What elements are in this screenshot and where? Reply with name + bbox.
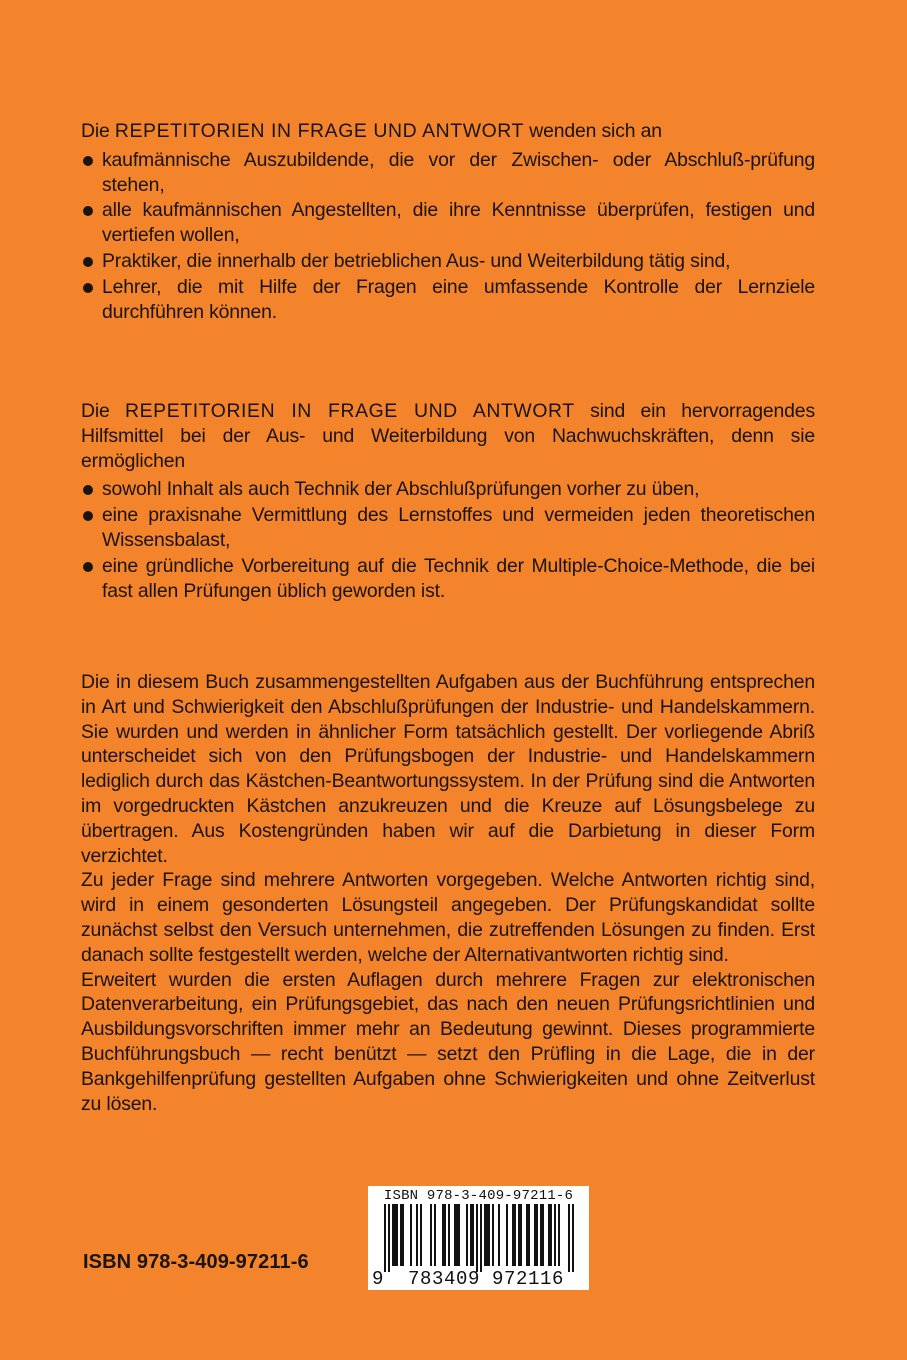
series-title: REPETITORIEN IN FRAGE UND ANTWORT bbox=[125, 400, 575, 422]
barcode-bar bbox=[512, 1204, 514, 1266]
list-item: sowohl Inhalt als auch Technik der Abschlußprüfungen vorher zu üben, bbox=[81, 477, 815, 502]
barcode-bar bbox=[514, 1204, 516, 1266]
barcode-bar bbox=[458, 1204, 460, 1266]
list-item: Praktiker, die innerhalb der betrieblichen Aus- und Weiterbildung tätig sind, bbox=[81, 249, 815, 274]
barcode-bar bbox=[518, 1204, 520, 1266]
description-paragraph: Die in diesem Buch zusammengestellten Aufgaben aus der Buchführung entsprechen in Art und Schwierigkeit den Abschlußprüfungen der Industrie- und Handelskammern. Sie wurden und werden in ähnlicher Form tatsächlich gestellt. Der vorliegende Abriß unterscheidet sich von den Prüfungsbogen der Industrie- und Handelskammern lediglich durch das Kästchen-Beantwortungssystem. In der Prüfung sind die Antworten im vorgedruckten Kästchen anzukreuzen und die Kreuze auf Lösungsbelege zu übertragen. Aus Kostengründen haben wir auf die Darbietung in dieser Form verzichtet. bbox=[81, 671, 815, 867]
barcode-bar bbox=[388, 1204, 390, 1272]
barcode-bar bbox=[442, 1204, 444, 1266]
barcode-bar bbox=[550, 1204, 552, 1266]
barcode-isbn-text: ISBN 978-3-409-97211-6 bbox=[383, 1188, 574, 1204]
barcode-bar bbox=[492, 1204, 494, 1266]
list-item: eine gründliche Vorbereitung auf die Technik der Multiple-Choice-Methode, die bei fast allen Prüfungen üblich geworden ist. bbox=[81, 554, 815, 604]
barcode-bar bbox=[400, 1204, 402, 1266]
barcode-bar bbox=[430, 1204, 432, 1266]
barcode-bar bbox=[456, 1204, 458, 1266]
barcode-bar bbox=[526, 1204, 528, 1266]
barcode-bar bbox=[402, 1204, 404, 1266]
barcode-bar bbox=[484, 1204, 486, 1266]
target-audience-section bbox=[81, 119, 815, 325]
benefits-intro: Die REPETITORIEN IN FRAGE UND ANTWORT sind ein hervorragendes Hilfsmittel bei der Aus- und Weiterbildung von Nachwuchskräften, denn sie ermöglichen bbox=[81, 400, 815, 472]
benefits-section bbox=[81, 399, 815, 604]
barcode-bar bbox=[454, 1204, 456, 1266]
barcode-bar bbox=[396, 1204, 398, 1266]
description-paragraph: Erweitert wurden die ersten Auflagen durch mehrere Fragen zur elektronischen Datenverarbeitung, ein Prüfungsgebiet, das nach den neuen Prüfungsrichtlinien und Ausbildungsvorschriften immer mehr an Bedeutung gewinnt. Dieses programmierte Buchführungsbuch — recht benützt — setzt den Prüfling in die Lage, die in der Bankgehilfenprüfung gestellten Aufgaben ohne Schwierigkeiten und ohne Zeitverlust zu lösen. bbox=[81, 968, 815, 1115]
barcode-bar bbox=[536, 1204, 538, 1266]
barcode-bar bbox=[488, 1204, 490, 1266]
barcode-bar bbox=[534, 1204, 536, 1266]
description-section bbox=[81, 670, 815, 1116]
barcode-bar bbox=[480, 1204, 482, 1272]
barcode-bar bbox=[558, 1204, 560, 1266]
barcode-bar bbox=[540, 1204, 542, 1266]
barcode-bar bbox=[434, 1204, 436, 1266]
list-item: eine praxisnahe Vermittlung des Lernstoffes und vermeiden jeden theoretischen Wissensbalast, bbox=[81, 503, 815, 553]
barcode-bar bbox=[498, 1204, 500, 1266]
barcode-bar bbox=[520, 1204, 522, 1266]
barcode-bar bbox=[448, 1204, 450, 1266]
barcode-bar bbox=[384, 1204, 386, 1272]
barcode-bar bbox=[444, 1204, 446, 1266]
barcode-bar bbox=[410, 1204, 412, 1266]
list-item: Lehrer, die mit Hilfe der Fragen eine umfassende Kontrolle der Lernziele durchführen können. bbox=[81, 275, 815, 325]
barcode-bar bbox=[416, 1204, 418, 1266]
barcode-bar bbox=[528, 1204, 530, 1266]
barcode-bar bbox=[554, 1204, 556, 1266]
list-item: kaufmännische Auszubildende, die vor der Zwischen- oder Abschluß-prüfung stehen, bbox=[81, 148, 815, 198]
barcode-bars bbox=[368, 1204, 589, 1272]
description-paragraph: Zu jeder Frage sind mehrere Antworten vorgegeben. Welche Antworten richtig sind, wird in einem gesonderten Lösungsteil angegeben. Der Prüfungskandidat sollte zunächst selbst den Versuch unternehmen, die zutreffenden Lösungen zu finden. Erst danach sollte festgestellt werden, welche der Alternativantworten richtig sind. bbox=[81, 869, 815, 966]
barcode-bar bbox=[392, 1204, 394, 1266]
list-item: alle kaufmännischen Angestellten, die ihre Kenntnisse überprüfen, festigen und vertiefen wollen, bbox=[81, 198, 815, 248]
barcode-bar bbox=[572, 1204, 574, 1272]
barcode-bar bbox=[472, 1204, 474, 1266]
barcode-bar bbox=[420, 1204, 422, 1266]
barcode-bar bbox=[506, 1204, 508, 1266]
barcode-bar bbox=[470, 1204, 472, 1266]
barcode-first-digit: 9 bbox=[372, 1268, 384, 1290]
barcode-bar bbox=[568, 1204, 570, 1272]
isbn-label: ISBN 978-3-409-97211-6 bbox=[83, 1251, 309, 1273]
barcode-bar bbox=[394, 1204, 396, 1266]
target-audience-list bbox=[81, 148, 815, 325]
benefits-list bbox=[81, 477, 815, 603]
barcode-bar bbox=[548, 1204, 550, 1266]
barcode-bar bbox=[486, 1204, 488, 1266]
barcode-bar bbox=[466, 1204, 468, 1266]
target-audience-intro: Die REPETITORIEN IN FRAGE UND ANTWORT wenden sich an bbox=[81, 120, 662, 142]
barcode-digit-groups: 783409 972116 bbox=[407, 1268, 565, 1290]
series-title: REPETITORIEN IN FRAGE UND ANTWORT bbox=[114, 120, 524, 142]
barcode-bar bbox=[542, 1204, 544, 1266]
barcode-bar bbox=[476, 1204, 478, 1272]
barcode bbox=[368, 1186, 589, 1290]
